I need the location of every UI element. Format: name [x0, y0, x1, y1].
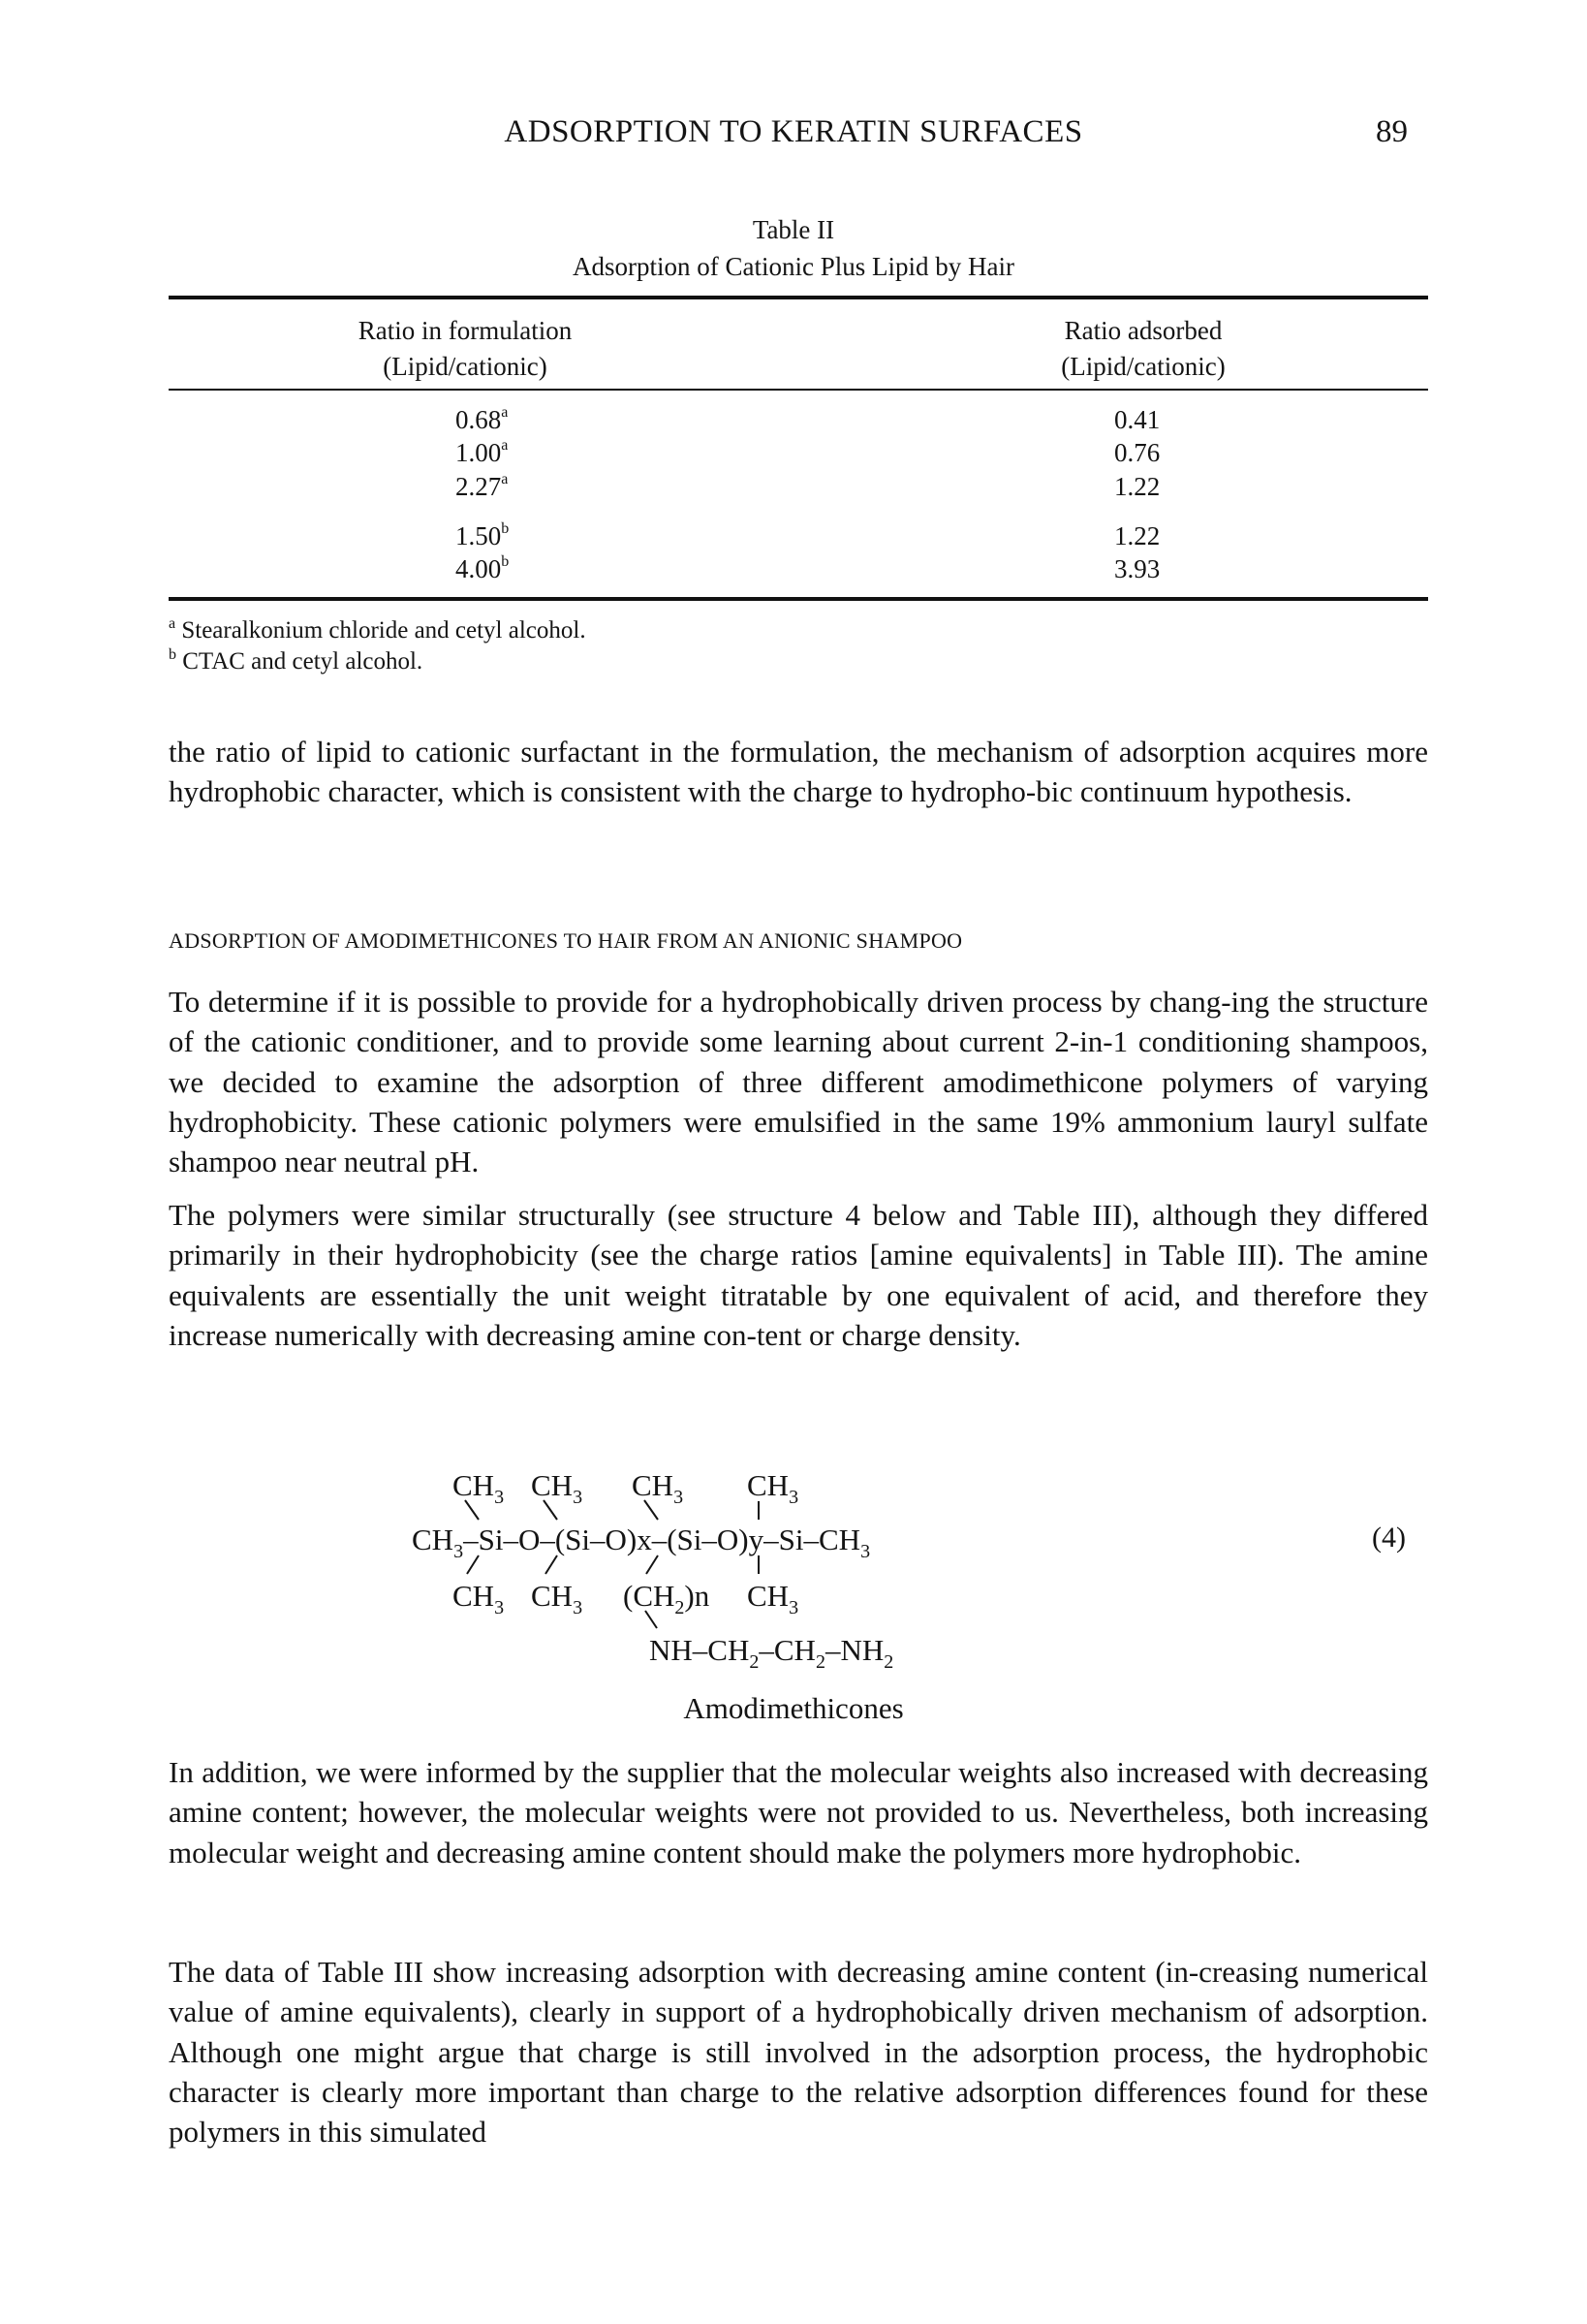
- table-cell-formulation: 2.27$^a$: [455, 471, 509, 501]
- table-cell-adsorbed: 1.22: [1114, 521, 1161, 550]
- column-header-line2: (Lipid/cationic): [383, 352, 547, 381]
- table-footnote-a: $^a$ Stearalkonium chloride and cetyl alcohol.: [169, 615, 586, 644]
- table-cell-formulation: 0.68$^a$: [455, 404, 509, 434]
- column-header-line1: Ratio in formulation: [358, 316, 573, 345]
- page-number: 89: [1376, 114, 1408, 149]
- table-bottom-rule: [169, 597, 1428, 601]
- column-header-line1: Ratio adsorbed: [1064, 316, 1223, 345]
- table-caption: Adsorption of Cationic Plus Lipid by Hair: [573, 252, 1014, 281]
- body-paragraph-1: the ratio of lipid to cationic surfactant in the formulation, the mechanism of adsorption acquires more hydrophobic character, which is consistent with the charge to hydropho-bic continuum hypothesis.: [169, 735, 1428, 809]
- table-column-header-adsorbed: [969, 313, 1318, 385]
- bottom-methyl-2: $CH_3$: [531, 1579, 583, 1618]
- top-methyl-4: $CH_3$: [747, 1468, 799, 1508]
- table-footnote-b: $^b$ CTAC and cetyl alcohol.: [169, 646, 423, 675]
- table-cell-formulation: 1.50$^b$: [455, 520, 510, 550]
- structure-caption: Amodimethicones: [683, 1691, 904, 1725]
- section-heading: ADSORPTION OF AMODIMETHICONES TO HAIR FROM AN ANIONIC SHAMPOO: [169, 928, 963, 953]
- body-paragraph-2: To determine if it is possible to provide for a hydrophobically driven process by chang-ing the structure of the cationic conditioner, and to provide some learning about current 2-in-1 conditioning shampoos, we decided to examine the adsorption of three different amodimethicone polymers of varying hydrophobicity. These cationic polymers were emulsified in the same 19% ammonium lauryl sulfate shampoo near neutral pH.: [169, 985, 1428, 1179]
- table-header-rule: [169, 389, 1428, 391]
- running-header-title: ADSORPTION TO KERATIN SURFACES: [504, 114, 1083, 149]
- top-methyl-1: $CH_3$: [452, 1468, 505, 1508]
- bottom-propyl-group: $(CH_2)n$: [623, 1579, 710, 1618]
- table-cell-adsorbed: 0.76: [1114, 438, 1161, 467]
- body-paragraph-4: In addition, we were informed by the supplier that the molecular weights also increased with decreasing amine content; however, the molecular weights were not provided to us. Nevertheless, both increasing molecular weight and decreasing amine content should make the polymers more hydrophobic.: [169, 1755, 1428, 1869]
- body-paragraph-3: The polymers were similar structurally (see structure 4 below and Table III), although they differed primarily in their hydrophobicity (see the charge ratios [amine equivalents] in Table III). The amine equivalents are essentially the unit weight titratable by one equivalent of acid, and therefore they increase numerically with decreasing amine con-tent or charge density.: [169, 1198, 1428, 1352]
- table-column-header-formulation: [291, 313, 639, 385]
- column-header-line2: (Lipid/cationic): [1061, 352, 1226, 381]
- table-cell-adsorbed: 0.41: [1114, 405, 1161, 434]
- table-cell-adsorbed: 1.22: [1114, 472, 1161, 501]
- table-top-rule: [169, 296, 1428, 299]
- bottom-methyl-4: $CH_3$: [747, 1579, 799, 1618]
- equation-number: (4): [1372, 1522, 1406, 1554]
- table-cell-formulation: 1.00$^a$: [455, 437, 509, 467]
- main-chain: $CH_3-Si-O-(Si-O)x-(Si-O)y-Si-CH_3$: [412, 1523, 871, 1562]
- body-paragraph-5: The data of Table III show increasing adsorption with decreasing amine content (in-creasing numerical value of amine equivalents), clearly in support of a hydrophobically driven mechanism of adsorption. Although one might argue that charge is still involved in the adsorption process, the hydrophobic character is clearly more important than charge to the relative adsorption differences found for these polymers in this simulated: [169, 1955, 1428, 2150]
- table-cell-adsorbed: 3.93: [1114, 554, 1161, 583]
- table-label: Table II: [752, 215, 835, 244]
- top-methyl-3: $CH_3$: [632, 1468, 684, 1508]
- table-cell-formulation: 4.00$^b$: [455, 553, 510, 583]
- aminoethyl-side-chain: $NH-CH_2-CH_2-NH_2$: [649, 1633, 894, 1673]
- bottom-methyl-1: $CH_3$: [452, 1579, 505, 1618]
- top-methyl-2: $CH_3$: [531, 1468, 583, 1508]
